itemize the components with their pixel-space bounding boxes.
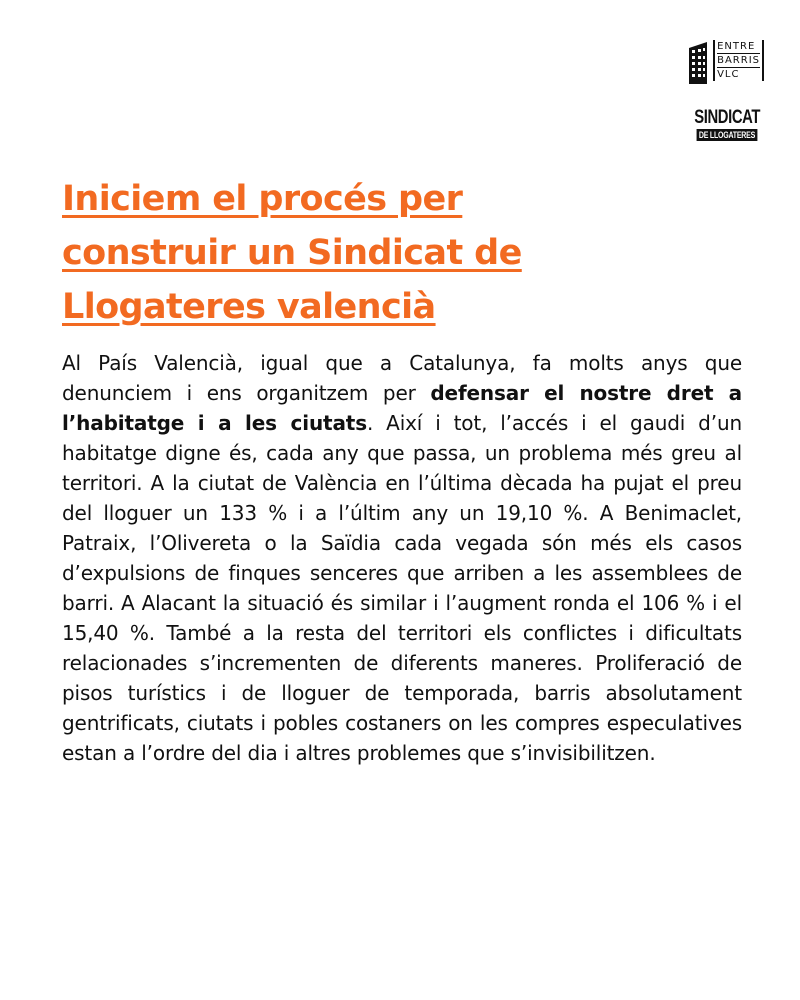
logos (686, 40, 764, 141)
page-title-text: Iniciem el procés per construir un Sindicat de Llogateres valencià (62, 179, 522, 327)
entrebarris-line: ENTRE (717, 40, 760, 54)
body-paragraph (62, 348, 742, 768)
sindicat-logo-subtitle: DE LLOGATERES (697, 129, 758, 141)
page-title (62, 172, 642, 334)
entrebarris-line: VLC (717, 69, 740, 80)
body-text-part2: . Així i tot, l’accés i el gaudi d’un habitatge digne és, cada any que passa, un problema més greu al territori. A la ciutat de València en l’última dècada ha pujat el preu del lloguer un 133 % i a l’últim any un 19,10 %. A Benimaclet, Patraix, l’Olivereta o la Saïdia cada vegada són més els casos d’expulsions de finques senceres que arriben a les assemblees de barri. A Alacant la situació és similar i l’augment ronda el 106 % i el 15,40 %. També a la resta del territori els conflictes i dificultats relacionades s’incrementen de diferents maneres. Proliferació de pisos turístics i de lloguer de temporada, barris absolutament gentrificats, ciutats i pobles costaners on les compres especulatives estan a l’ordre del dia i altres problemes que s’invisibilitzen. (62, 411, 742, 765)
entrebarris-wordmark (713, 40, 764, 81)
building-icon (687, 40, 709, 84)
body-text-bold: defensar el nostre dret a l’habitatge i a les ciutats (62, 381, 742, 435)
sindicat-logo (690, 108, 764, 141)
sindicat-logo-title: SINDICAT (694, 107, 760, 128)
body-text-part1: Al País Valencià, igual que a Catalunya, fa molts anys que denunciem i ens organitzem per (62, 351, 742, 405)
entrebarris-logo (687, 40, 764, 84)
entrebarris-line: BARRIS (717, 55, 760, 66)
